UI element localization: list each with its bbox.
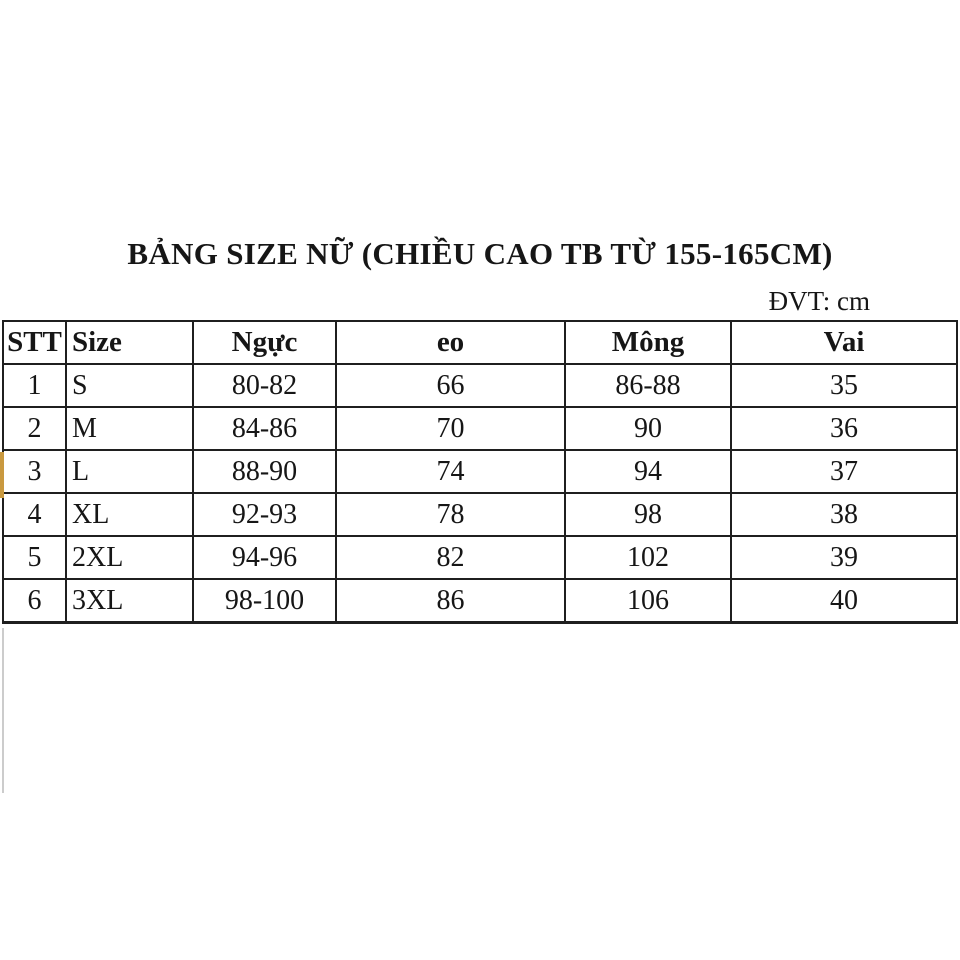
header-row bbox=[3, 321, 957, 364]
cell-stt: 6 bbox=[3, 579, 66, 623]
cell-size: 3XL bbox=[66, 579, 193, 623]
column-header-vai: Vai bbox=[731, 321, 957, 364]
column-header-size: Size bbox=[66, 321, 193, 364]
cell-eo: 78 bbox=[336, 493, 565, 536]
size-table bbox=[2, 320, 958, 624]
cell-vai: 36 bbox=[731, 407, 957, 450]
cell-mong: 90 bbox=[565, 407, 731, 450]
cell-eo: 70 bbox=[336, 407, 565, 450]
cell-size: XL bbox=[66, 493, 193, 536]
table-row bbox=[3, 493, 957, 536]
left-edge-accent-mark bbox=[0, 452, 4, 498]
cell-eo: 86 bbox=[336, 579, 565, 623]
cell-vai: 40 bbox=[731, 579, 957, 623]
cell-eo: 66 bbox=[336, 364, 565, 407]
column-header-mong: Mông bbox=[565, 321, 731, 364]
cell-mong: 102 bbox=[565, 536, 731, 579]
cell-nguc: 92-93 bbox=[193, 493, 336, 536]
column-header-eo: eo bbox=[336, 321, 565, 364]
cell-eo: 82 bbox=[336, 536, 565, 579]
table-row bbox=[3, 364, 957, 407]
cell-mong: 98 bbox=[565, 493, 731, 536]
cell-stt: 5 bbox=[3, 536, 66, 579]
cell-size: L bbox=[66, 450, 193, 493]
cell-eo: 74 bbox=[336, 450, 565, 493]
cell-vai: 37 bbox=[731, 450, 957, 493]
cell-stt: 2 bbox=[3, 407, 66, 450]
page-title: BẢNG SIZE NỮ (CHIỀU CAO TB TỪ 155-165CM) bbox=[127, 236, 833, 271]
cell-vai: 35 bbox=[731, 364, 957, 407]
table-row bbox=[3, 450, 957, 493]
cell-vai: 39 bbox=[731, 536, 957, 579]
cell-mong: 86-88 bbox=[565, 364, 731, 407]
cell-nguc: 88-90 bbox=[193, 450, 336, 493]
cell-stt: 4 bbox=[3, 493, 66, 536]
cell-nguc: 98-100 bbox=[193, 579, 336, 623]
cell-mong: 94 bbox=[565, 450, 731, 493]
cell-size: 2XL bbox=[66, 536, 193, 579]
column-header-stt: STT bbox=[3, 321, 66, 364]
cell-stt: 1 bbox=[3, 364, 66, 407]
cell-nguc: 84-86 bbox=[193, 407, 336, 450]
cell-stt: 3 bbox=[3, 450, 66, 493]
unit-label: ĐVT: cm bbox=[768, 286, 870, 316]
cell-vai: 38 bbox=[731, 493, 957, 536]
cell-nguc: 94-96 bbox=[193, 536, 336, 579]
left-edge-artifact-line bbox=[2, 628, 4, 793]
cell-nguc: 80-82 bbox=[193, 364, 336, 407]
column-header-nguc: Ngực bbox=[193, 321, 336, 364]
cell-size: M bbox=[66, 407, 193, 450]
cell-size: S bbox=[66, 364, 193, 407]
cell-mong: 106 bbox=[565, 579, 731, 623]
table-row bbox=[3, 407, 957, 450]
table-row bbox=[3, 579, 957, 623]
table-row bbox=[3, 536, 957, 579]
